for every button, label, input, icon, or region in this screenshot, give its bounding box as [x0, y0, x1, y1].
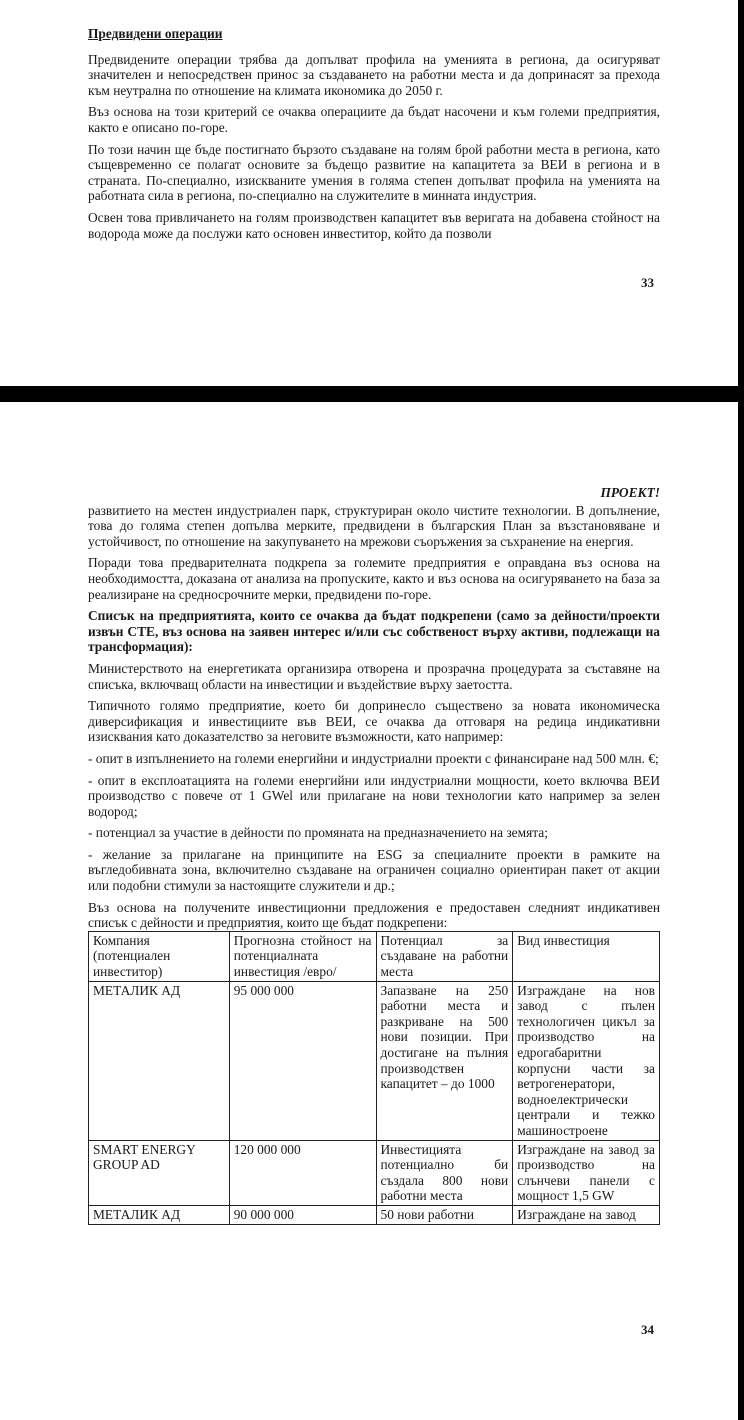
- bullet-item: - потенциал за участие в дейности по промяната на предназначението на земята;: [88, 825, 548, 841]
- table-cell: Инвестицията потенциално би създала 800 нови работни места: [376, 1140, 513, 1205]
- paragraph: Министерството на енергетиката организира отворена и прозрачна процедурата за съставяне на списъка, включващ области на инвестиции и въздействие върху заетостта.: [88, 660, 660, 692]
- table-cell: SMART ENERGY GROUP AD: [89, 1140, 230, 1205]
- list-heading: Списък на предприятията, които се очаква да бъдат подкрепени (само за дейности/проекти извън СТЕ, въз основа на заявен интерес и/или със собственост върху активи, подлежащи на трансформация):: [88, 608, 660, 655]
- bullet-item: - желание за прилагане на принципите на ESG за специалните проекти в рамките на въгледобивната зона, включително създаване на ограничен социално ориентиран пакет от акции или подобни стимули за настоящите служители и др.;: [88, 846, 660, 894]
- table-header: Компания (потенциален инвеститор): [89, 931, 230, 981]
- table-cell: 95 000 000: [229, 981, 376, 1140]
- table-cell: Изграждане на завод за производство на слънчеви панели с мощност 1,5 GW: [513, 1140, 660, 1205]
- table-cell: Изграждане на завод: [513, 1205, 660, 1224]
- table-header-row: [89, 931, 660, 981]
- section-heading: Предвидени операции: [88, 26, 223, 41]
- bullet-item: - опит в изпълнението на големи енергийни и индустриални проекти с финансиране над 500 млн. €;: [88, 750, 659, 766]
- table-cell: Изграждане на нов завод с пълен технологичен цикъл за производство на едрогабаритни корпусни части за ветрогенератори, водноелектрически централи и тежко машиностроене: [513, 981, 660, 1140]
- paragraph: Въз основа на получените инвестиционни предложения е предоставен следният индикативен списък с дейности и предприятия, които ще бъдат подкрепени:: [88, 899, 660, 931]
- document-page-33: [0, 0, 738, 386]
- draft-label: ПРОЕКТ!: [600, 485, 660, 500]
- paragraph: Типичното голямо предприятие, което би допринесло съществено за новата икономическа диверсификация и инвестициите във ВЕИ, се очаква да отговаря на редица индикативни изисквания като доказателство за неговите възможности, като например:: [88, 698, 660, 745]
- table-cell: 90 000 000: [229, 1205, 376, 1224]
- paragraph: По този начин ще бъде постигнато бързото създаване на голям брой работни места в региона, като същевременно се полагат основите за бъдещо развитие на капацитета за ВЕИ в региона и в страната. По-специално, изискваните умения в голяма степен допълват профила на уменията на работната сила в региона, по-специално на служителите в минната индустрия.: [88, 141, 660, 204]
- table-header: Вид инвестиция: [513, 931, 660, 981]
- table-row: [89, 981, 660, 1140]
- paragraph: развитието на местен индустриален парк, структуриран около чистите технологии. В допълнение, това до голяма степен допълва мерките, предвидени в българския План за възстановяване и устойчивост, по отношение на закупуването на мрежови съоръжения за съхранение на енергия.: [88, 502, 660, 549]
- table-row: [89, 1140, 660, 1205]
- paragraph: Въз основа на този критерий се очаква операциите да бъдат насочени и към големи предприятия, както е описано по-горе.: [88, 104, 660, 135]
- table-cell: МЕТАЛИК АД: [89, 981, 230, 1140]
- paragraph: Освен това привличането на голям производствен капацитет във веригата на добавена стойност на водорода може да послужи като основен инвеститор, който да позволи: [88, 209, 660, 241]
- paragraph: Поради това предварителната подкрепа за големите предприятия е оправдана въз основа на необходимостта, доказана от анализа на пропуските, както и въз основа на осигуряването на база за реализиране на средносрочните мерки, предвидени по-горе.: [88, 555, 660, 602]
- page-number: 34: [641, 1322, 654, 1337]
- table-cell: 120 000 000: [229, 1140, 376, 1205]
- page-number: 33: [641, 275, 654, 290]
- table-row: [89, 1205, 660, 1224]
- table-header: Прогнозна стойност на потенциалната инвестиция /евро/: [229, 931, 376, 981]
- paragraph: Предвидените операции трябва да допълват профила на уменията в региона, да осигуряват значителен и непосредствен принос за създаването на работни места и да допринасят за прехода към неутрална по отношение на климата икономика до 2050 г.: [88, 51, 660, 98]
- investment-table: [88, 931, 660, 1225]
- document-page-34: [0, 402, 738, 1420]
- table-cell: 50 нови работни: [376, 1205, 513, 1224]
- table-cell: Запазване на 250 работни места и разкриване на 500 нови позиции. При достигане на пълния производствен капацитет – до 1000: [376, 981, 513, 1140]
- table-cell: МЕТАЛИК АД: [89, 1205, 230, 1224]
- bullet-item: - опит в експлоатацията на големи енергийни или индустриални мощности, което включва ВЕИ производство с повече от 1 GWel или прилагане на нови технологии като например за зелен водород;: [88, 772, 660, 819]
- table-header: Потенциал за създаване на работни места: [376, 931, 513, 981]
